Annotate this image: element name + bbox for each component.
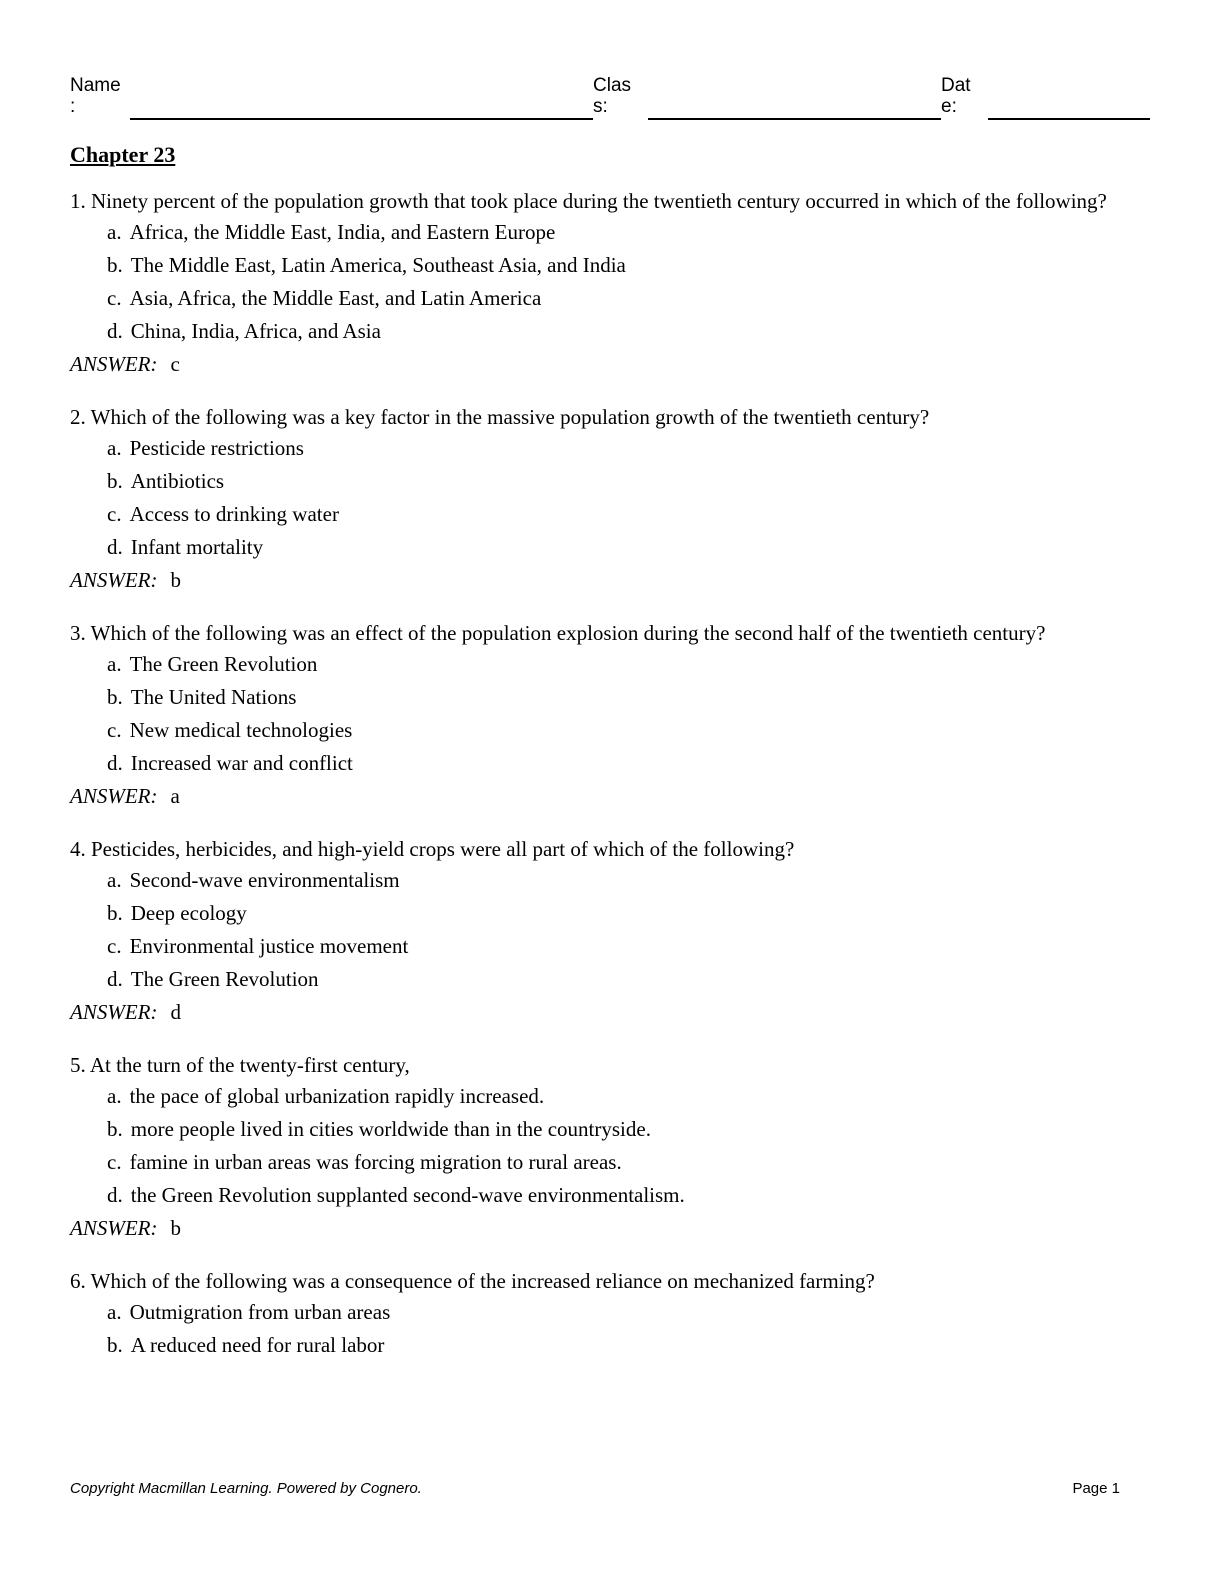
option-c — [70, 714, 1152, 747]
question-4 — [70, 834, 1152, 1029]
option-letter: d. — [107, 751, 123, 775]
question-text — [70, 402, 1152, 432]
option-text: A reduced need for rural labor — [130, 1333, 385, 1357]
question-body: Which of the following was a consequence of the increased reliance on mechanized farming? — [90, 1269, 875, 1293]
option-text: Antibiotics — [130, 469, 225, 493]
option-text: The Green Revolution — [130, 967, 319, 991]
name-label-line2: : — [70, 96, 76, 117]
answer-letter: a — [170, 784, 180, 808]
option-text: The United Nations — [130, 685, 297, 709]
question-number: 5. — [70, 1053, 86, 1077]
date-blank-line — [988, 118, 1150, 120]
answer-letter: b — [170, 1216, 181, 1240]
class-label-line2: s: — [593, 96, 608, 117]
option-text: Africa, the Middle East, India, and Eastern Europe — [129, 220, 556, 244]
question-body: Pesticides, herbicides, and high-yield crops were all part of which of the following? — [91, 837, 795, 861]
answer-label: ANSWER: — [70, 784, 158, 808]
date-label-line1: Dat — [941, 75, 971, 96]
answer-line — [70, 564, 1152, 597]
option-text: the Green Revolution supplanted second-wave environmentalism. — [130, 1183, 685, 1207]
page-number: Page 1 — [1072, 1480, 1120, 1497]
option-letter: b. — [107, 253, 123, 277]
header-fields-row — [70, 74, 1152, 120]
option-letter: b. — [107, 1333, 123, 1357]
date-label — [941, 75, 988, 117]
question-3 — [70, 618, 1152, 813]
option-text: more people lived in cities worldwide than in the countryside. — [130, 1117, 651, 1141]
answer-label: ANSWER: — [70, 1216, 158, 1240]
option-letter: b. — [107, 469, 123, 493]
option-text: famine in urban areas was forcing migration to rural areas. — [129, 1150, 622, 1174]
option-b — [70, 1113, 1152, 1146]
question-body: At the turn of the twenty-first century, — [89, 1053, 410, 1077]
option-a — [70, 864, 1152, 897]
option-text: Infant mortality — [130, 535, 264, 559]
option-text: Increased war and conflict — [130, 751, 353, 775]
option-b — [70, 249, 1152, 282]
option-letter: a. — [107, 1300, 122, 1324]
question-number: 6. — [70, 1269, 86, 1293]
option-letter: b. — [107, 1117, 123, 1141]
class-label-line1: Clas — [593, 75, 632, 96]
option-letter: a. — [107, 652, 122, 676]
option-letter: a. — [107, 1084, 122, 1108]
option-letter: c. — [107, 718, 122, 742]
option-text: Environmental justice movement — [129, 934, 409, 958]
option-b — [70, 681, 1152, 714]
option-d — [70, 315, 1152, 348]
option-d — [70, 747, 1152, 780]
option-text: Asia, Africa, the Middle East, and Latin America — [129, 286, 542, 310]
footer — [70, 1480, 1120, 1497]
option-text: New medical technologies — [129, 718, 353, 742]
option-d — [70, 1179, 1152, 1212]
question-number: 1. — [70, 189, 86, 213]
class-label — [593, 75, 648, 117]
chapter-title: Chapter 23 — [70, 142, 176, 167]
answer-letter: b — [170, 568, 181, 592]
answer-letter: d — [170, 1000, 181, 1024]
option-letter: b. — [107, 685, 123, 709]
option-text: Deep ecology — [130, 901, 247, 925]
option-a — [70, 1296, 1152, 1329]
answer-line — [70, 996, 1152, 1029]
option-a — [70, 1080, 1152, 1113]
class-blank-line — [648, 118, 941, 120]
question-number: 4. — [70, 837, 86, 861]
name-label-line1: Name — [70, 75, 121, 96]
question-body: Which of the following was an effect of the population explosion during the second half of the twentieth century? — [90, 621, 1046, 645]
question-6 — [70, 1266, 1152, 1362]
option-text: China, India, Africa, and Asia — [130, 319, 381, 343]
option-letter: a. — [107, 868, 122, 892]
question-text — [70, 186, 1152, 216]
question-5 — [70, 1050, 1152, 1245]
option-d — [70, 531, 1152, 564]
option-text: Pesticide restrictions — [129, 436, 304, 460]
option-text: The Green Revolution — [129, 652, 318, 676]
answer-line — [70, 348, 1152, 381]
option-letter: a. — [107, 436, 122, 460]
question-1 — [70, 186, 1152, 381]
answer-letter: c — [170, 352, 180, 376]
option-c — [70, 498, 1152, 531]
option-letter: c. — [107, 286, 122, 310]
option-b — [70, 465, 1152, 498]
option-letter: d. — [107, 967, 123, 991]
question-2 — [70, 402, 1152, 597]
name-label — [70, 75, 130, 117]
option-d — [70, 963, 1152, 996]
option-text: The Middle East, Latin America, Southeast Asia, and India — [130, 253, 626, 277]
question-text — [70, 834, 1152, 864]
option-letter: c. — [107, 502, 122, 526]
option-text: the pace of global urbanization rapidly increased. — [129, 1084, 545, 1108]
option-a — [70, 216, 1152, 249]
name-blank-line — [130, 118, 593, 120]
answer-line — [70, 1212, 1152, 1245]
question-number: 3. — [70, 621, 86, 645]
option-letter: d. — [107, 1183, 123, 1207]
answer-label: ANSWER: — [70, 568, 158, 592]
option-letter: b. — [107, 901, 123, 925]
option-letter: d. — [107, 319, 123, 343]
option-text: Outmigration from urban areas — [129, 1300, 391, 1324]
option-b — [70, 897, 1152, 930]
date-label-line2: e: — [941, 96, 957, 117]
question-text — [70, 1050, 1152, 1080]
option-b — [70, 1329, 1152, 1362]
question-body: Which of the following was a key factor in the massive population growth of the twentieth century? — [90, 405, 930, 429]
answer-line — [70, 780, 1152, 813]
answer-label: ANSWER: — [70, 1000, 158, 1024]
question-number: 2. — [70, 405, 86, 429]
option-a — [70, 432, 1152, 465]
option-letter: c. — [107, 1150, 122, 1174]
option-letter: c. — [107, 934, 122, 958]
copyright-text: Copyright Macmillan Learning. Powered by Cognero. — [70, 1480, 422, 1497]
option-c — [70, 1146, 1152, 1179]
option-letter: a. — [107, 220, 122, 244]
option-text: Second-wave environmentalism — [129, 868, 400, 892]
answer-label: ANSWER: — [70, 352, 158, 376]
question-body: Ninety percent of the population growth that took place during the twentieth century occurred in which of the following? — [91, 189, 1107, 213]
question-text — [70, 1266, 1152, 1296]
option-letter: d. — [107, 535, 123, 559]
option-c — [70, 282, 1152, 315]
question-text — [70, 618, 1152, 648]
option-a — [70, 648, 1152, 681]
option-c — [70, 930, 1152, 963]
option-text: Access to drinking water — [129, 502, 339, 526]
